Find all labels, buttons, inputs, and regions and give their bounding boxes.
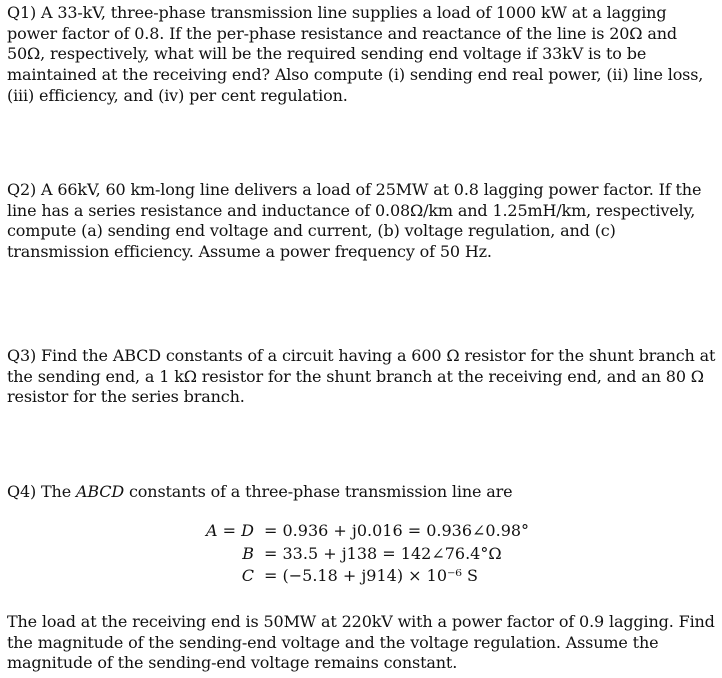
equation-lhs: C [241, 566, 254, 585]
equation-rhs: = 33.5 + j138 = 142∠76.4°Ω [264, 543, 502, 563]
question-1: Q1) A 33-kV, three-phase transmission line supplies a load of 1000 kW at a lagging power factor of 0.8. If the per-phase resistance and reactance of the line is 20Ω and 50Ω, respectively, what will be the required sending end voltage if 33kV is to be maintained at the receiving end? Also compute (i) sending end real power, (ii) line loss, (iii) efficiency, and (iv) per cent regulation. [7, 3, 704, 105]
question-4-body: The load at the receiving end is 50MW at 220kV with a power factor of 0.9 lagging. Find the magnitude of the sending-end voltage and the voltage regulation. Assume the magnitude of the sending-end voltage remains constant. [7, 612, 715, 673]
equation-rhs: = 0.936 + j0.016 = 0.936∠0.98° [264, 521, 530, 540]
question-4-intro [7, 482, 719, 503]
question-2: Q2) A 66kV, 60 km-long line delivers a load of 25MW at 0.8 lagging power factor. If the line has a series resistance and inductance of 0.08Ω/km and 1.25mH/km, respectively, compute (a) sending end voltage and current, (b) voltage regulation, and (c) transmission efficiency. Assume a power frequency of 50 Hz. [7, 180, 702, 262]
equation-lhs: A = D [206, 521, 254, 540]
question-4-intro-abcd: ABCD [75, 482, 125, 501]
equation-row-c [190, 565, 529, 588]
equation-lhs: B [242, 543, 254, 563]
abcd-equations [190, 520, 529, 588]
equation-rhs: = (−5.18 + j914) × 10⁻⁶ S [264, 566, 478, 585]
question-4-intro-suffix: constants of a three-phase transmission line are [124, 482, 513, 501]
question-4-intro-prefix: Q4) The [7, 482, 76, 501]
equation-row-a-d [190, 520, 529, 543]
equation-row-b [190, 543, 529, 566]
question-3: Q3) Find the ABCD constants of a circuit having a 600 Ω resistor for the shunt branch at the sending end, a 1 kΩ resistor for the shunt branch at the receiving end, and an 80 Ω resistor for the series branch. [7, 346, 716, 407]
